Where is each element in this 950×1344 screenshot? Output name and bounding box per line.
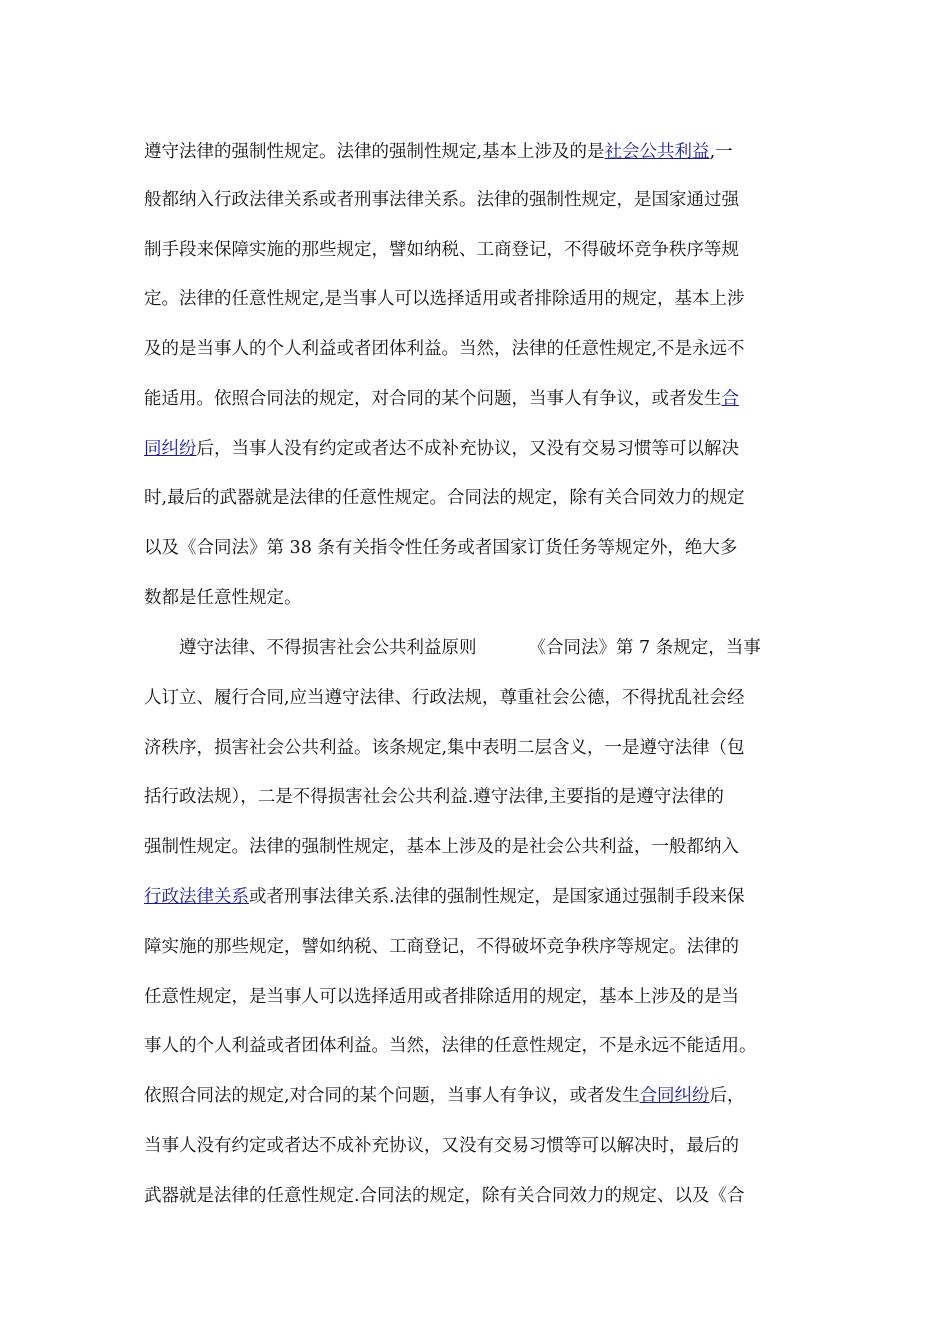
text-line — [144, 387, 824, 411]
text-line: 任意性规定，是当事人可以选择适用或者排除适用的规定，基本上涉及的是当 — [144, 987, 739, 1007]
text-line: 事人的个人利益或者团体利益。当然，法律的任意性规定，不是永远不能适用。 — [144, 1036, 757, 1056]
text-segment: 或者刑事法律关系.法律的强制性规定，是国家通过强制手段来保 — [249, 887, 745, 907]
text-line: 以及《合同法》第 38 条有关指令性任务或者国家订货任务等规定外，绝大多 — [144, 538, 738, 558]
text-segment: ,一 — [709, 142, 733, 162]
text-line — [144, 636, 824, 660]
text-segment: 后， — [709, 1086, 745, 1106]
text-line: 制手段来保障实施的那些规定，譬如纳税、工商登记，不得破坏竞争秩序等规 — [144, 240, 739, 260]
text-line — [144, 885, 824, 909]
text-segment: 能适用。依照合同法的规定，对合同的某个问题，当事人有争议，或者发生 — [144, 389, 722, 409]
text-segment: 依照合同法的规定,对合同的某个问题，当事人有争议，或者发生 — [144, 1086, 640, 1106]
link-contract-dispute-part2[interactable]: 同纠纷 — [144, 439, 197, 459]
text-line: 时,最后的武器就是法律的任意性规定。合同法的规定，除有关合同效力的规定 — [144, 488, 745, 508]
text-segment: 《合同法》第 7 条规定，当事 — [528, 638, 761, 658]
text-line: 当事人没有约定或者达不成补充协议，又没有交易习惯等可以解决时，最后的 — [144, 1136, 739, 1156]
text-line: 及的是当事人的个人利益或者团体利益。当然，法律的任意性规定,不是永远不 — [144, 339, 745, 359]
text-line — [144, 1084, 824, 1108]
text-segment: 遵守法律的强制性规定。法律的强制性规定,基本上涉及的是 — [144, 142, 605, 162]
text-line: 般都纳入行政法律关系或者刑事法律关系。法律的强制性规定，是国家通过强 — [144, 190, 739, 210]
link-administrative-law[interactable]: 行政法律关系 — [144, 887, 249, 907]
text-line: 障实施的那些规定，譬如纳税、工商登记，不得破坏竞争秩序等规定。法律的 — [144, 937, 739, 957]
text-line: 济秩序，损害社会公共利益。该条规定,集中表明二层含义，一是遵守法律（包 — [144, 738, 745, 758]
text-line: 武器就是法律的任意性规定.合同法的规定，除有关合同效力的规定、以及《合 — [144, 1186, 745, 1206]
text-line: 人订立、履行合同,应当遵守法律、行政法规，尊重社会公德，不得扰乱社会经 — [144, 688, 745, 708]
text-line — [144, 140, 824, 164]
text-segment: 后，当事人没有约定或者达不成补充协议，又没有交易习惯等可以解决 — [196, 439, 739, 459]
text-line: 定。法律的任意性规定,是当事人可以选择适用或者排除适用的规定，基本上涉 — [144, 289, 745, 309]
link-public-interest[interactable]: 社会公共利益 — [604, 142, 710, 162]
text-line: 强制性规定。法律的强制性规定，基本上涉及的是社会公共利益，一般都纳入 — [144, 837, 739, 857]
text-line: 括行政法规），二是不得损害社会公共利益.遵守法律,主要指的是遵守法律的 — [144, 787, 724, 807]
text-line: 数都是任意性规定。 — [144, 588, 302, 608]
text-line — [144, 437, 824, 461]
section-heading: 遵守法律、不得损害社会公共利益原则 — [179, 638, 477, 658]
link-contract-dispute[interactable]: 合同纠纷 — [639, 1086, 710, 1106]
link-contract-dispute-part1[interactable]: 合 — [721, 389, 739, 409]
